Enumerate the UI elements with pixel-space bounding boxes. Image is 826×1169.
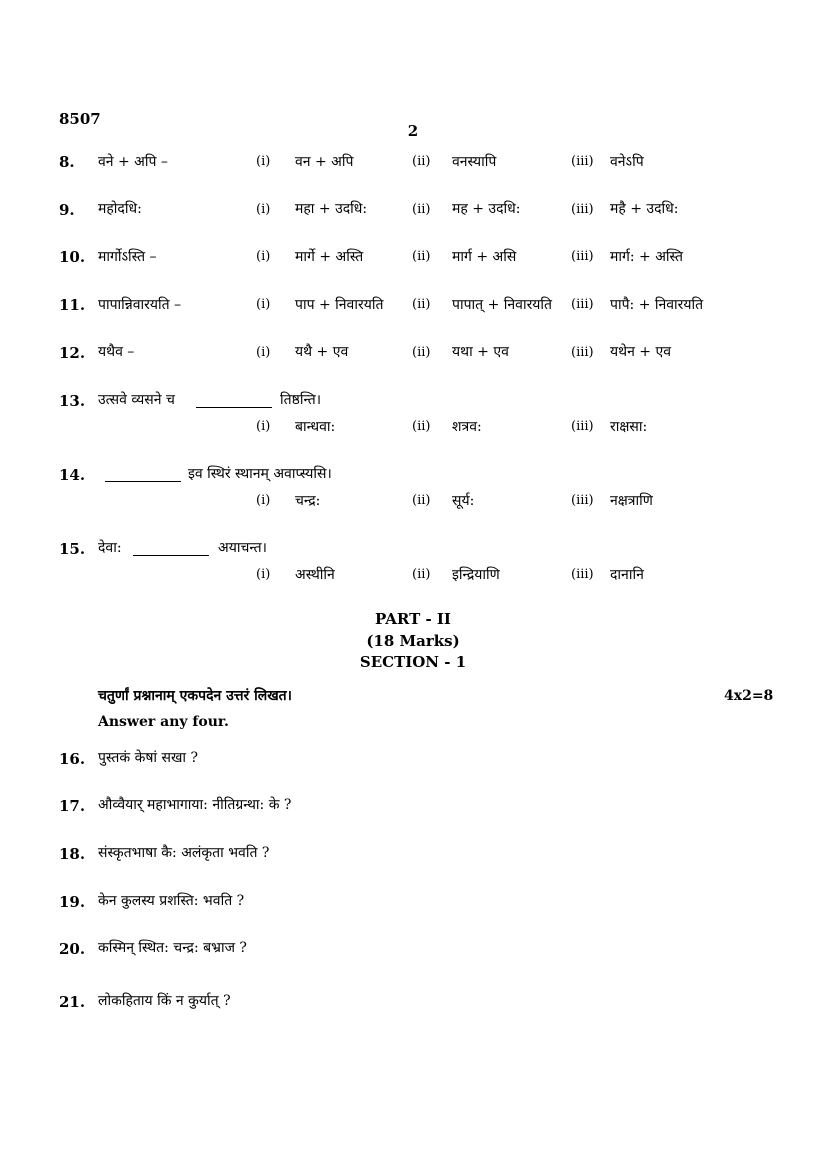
part-title: PART - II	[375, 610, 451, 628]
option-marker: (iii)	[571, 297, 594, 312]
question-prompt: महोदधि:	[98, 201, 142, 217]
option-marker: (ii)	[412, 345, 431, 360]
option-marker: (iii)	[571, 154, 594, 169]
question-number: 9.	[59, 201, 75, 219]
option-text: शत्रव:	[452, 419, 482, 435]
option-marker: (i)	[256, 567, 271, 582]
question-prompt: यथैव –	[98, 344, 135, 360]
option-marker: (i)	[256, 419, 271, 434]
option-marker: (ii)	[412, 297, 431, 312]
option-marker: (ii)	[412, 419, 431, 434]
option-marker: (iii)	[571, 202, 594, 217]
question-text: कस्मिन् स्थित: चन्द्र: बभ्राज ?	[98, 940, 247, 956]
option-text: मार्गे + अस्ति	[295, 249, 364, 265]
option-marker: (ii)	[412, 567, 431, 582]
question-text: पुस्तकं केषां सखा ?	[98, 750, 198, 766]
option-marker: (i)	[256, 345, 271, 360]
question-text-before: देवा:	[98, 540, 122, 556]
marks-allocation: 4x2=8	[724, 688, 774, 704]
option-marker: (ii)	[412, 493, 431, 508]
option-text: महा + उदधि:	[295, 201, 368, 217]
option-text: मार्ग: + अस्ति	[610, 249, 683, 265]
option-marker: (iii)	[571, 493, 594, 508]
option-text: चन्द्र:	[295, 493, 321, 509]
page-number: 2	[407, 122, 419, 140]
question-number: 16.	[59, 750, 86, 768]
paper-code: 8507	[59, 110, 101, 128]
option-marker: (i)	[256, 249, 271, 264]
option-text: महै + उदधि:	[610, 201, 679, 217]
option-marker: (i)	[256, 154, 271, 169]
option-marker: (i)	[256, 297, 271, 312]
option-text: सूर्य:	[452, 493, 475, 509]
option-marker: (iii)	[571, 345, 594, 360]
question-prompt: मार्गोऽस्ति –	[98, 249, 157, 265]
answer-blank	[196, 406, 272, 408]
option-text: यथेन + एव	[610, 344, 671, 360]
question-text-before: उत्सवे व्यसने च	[98, 392, 175, 408]
question-text-after: इव स्थिरं स्थानम् अवाप्स्यसि।	[188, 466, 332, 482]
question-number: 15.	[59, 540, 86, 558]
option-text: राक्षसा:	[610, 419, 648, 435]
question-number: 13.	[59, 392, 86, 410]
option-text: मार्ग + असि	[452, 249, 517, 265]
option-text: वन + अपि	[295, 154, 354, 170]
question-number: 14.	[59, 466, 86, 484]
question-text: औव्वैयार् महाभागाया: नीतिग्रन्था: के ?	[98, 797, 292, 813]
question-number: 19.	[59, 893, 86, 911]
option-text: अस्थीनि	[295, 567, 335, 583]
option-marker: (i)	[256, 493, 271, 508]
question-prompt: पापान्निवारयति –	[98, 297, 182, 313]
question-number: 8.	[59, 153, 75, 171]
option-marker: (ii)	[412, 154, 431, 169]
question-number: 12.	[59, 344, 86, 362]
question-text: केन कुलस्य प्रशस्ति: भवति ?	[98, 893, 245, 909]
question-number: 20.	[59, 940, 86, 958]
instruction-english: Answer any four.	[98, 714, 229, 730]
option-marker: (iii)	[571, 567, 594, 582]
question-number: 17.	[59, 797, 86, 815]
option-text: पापै: + निवारयति	[610, 297, 704, 313]
instruction-sanskrit: चतुर्णां प्रश्नानाम् एकपदेन उत्तरं लिखत।	[98, 688, 292, 704]
answer-blank	[105, 480, 181, 482]
option-text: वनेऽपि	[610, 154, 644, 170]
question-number: 21.	[59, 993, 86, 1011]
section-title: SECTION - 1	[359, 653, 467, 671]
question-text-after: तिष्ठन्ति।	[280, 392, 322, 408]
option-text: बान्धवा:	[295, 419, 336, 435]
option-marker: (ii)	[412, 202, 431, 217]
option-text: दानानि	[610, 567, 644, 583]
option-marker: (iii)	[571, 419, 594, 434]
option-text: यथा + एव	[452, 344, 509, 360]
question-prompt: वने + अपि –	[98, 154, 168, 170]
question-text: संस्कृतभाषा कै: अलंकृता भवति ?	[98, 845, 270, 861]
question-text-after: अयाचन्त।	[218, 540, 267, 556]
question-number: 10.	[59, 248, 86, 266]
answer-blank	[133, 554, 209, 556]
option-text: वनस्यापि	[452, 154, 497, 170]
option-text: नक्षत्राणि	[610, 493, 653, 509]
option-text: इन्द्रियाणि	[452, 567, 500, 583]
option-marker: (i)	[256, 202, 271, 217]
question-text: लोकहिताय किं न कुर्यात् ?	[98, 993, 231, 1009]
option-text: पाप + निवारयति	[295, 297, 384, 313]
option-text: पापात् + निवारयति	[452, 297, 553, 313]
option-marker: (iii)	[571, 249, 594, 264]
question-number: 18.	[59, 845, 86, 863]
option-marker: (ii)	[412, 249, 431, 264]
part-marks: (18 Marks)	[366, 632, 460, 650]
option-text: यथै + एव	[295, 344, 349, 360]
question-number: 11.	[59, 296, 86, 314]
option-text: मह + उदधि:	[452, 201, 521, 217]
